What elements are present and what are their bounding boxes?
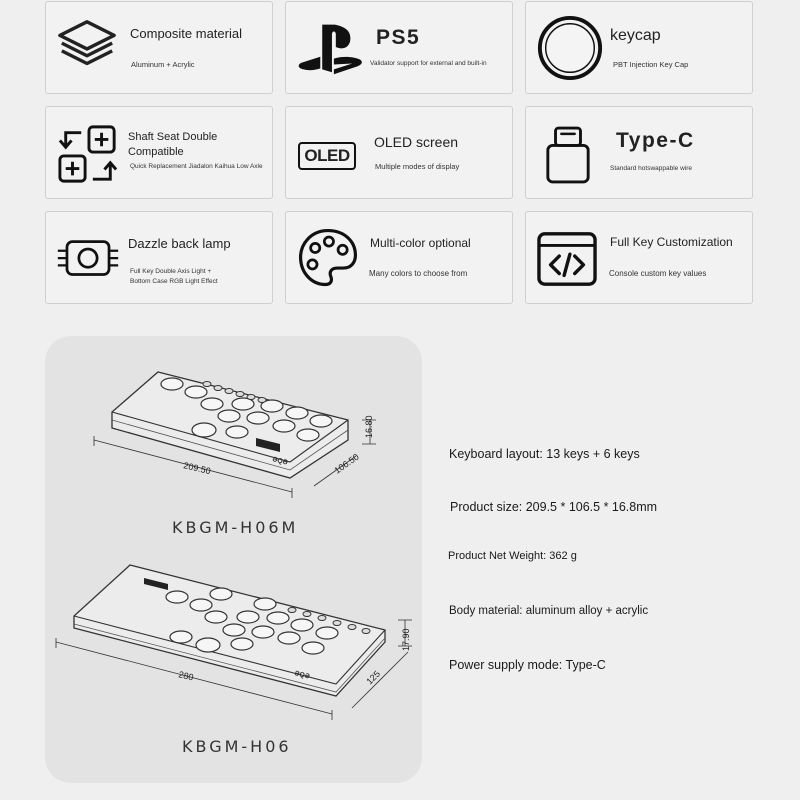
- oled-badge: OLED: [304, 146, 350, 165]
- feature-card-color: [285, 211, 513, 304]
- feature-title: Multi-color optional: [370, 236, 471, 250]
- kbgm-h06-drawing: [45, 556, 422, 736]
- layers-icon: [56, 16, 118, 78]
- swap-icon: [54, 123, 122, 185]
- feature-title: OLED screen: [374, 134, 459, 150]
- feature-card-ps5: [285, 1, 513, 94]
- feature-title: Composite material: [130, 26, 242, 41]
- usb-c-icon: [544, 123, 592, 187]
- h06m-length-label: 209.50: [182, 460, 212, 477]
- spec-power: Power supply mode: Type-C: [449, 658, 606, 672]
- svg-text:ƏQƏ: ƏQƏ: [293, 670, 311, 681]
- feature-subtitle: Quick Replacement Jiadalon Kaihua Low Axle: [130, 163, 263, 170]
- spec-size: Product size: 209.5 * 106.5 * 16.8mm: [450, 500, 658, 514]
- feature-subtitle: PBT Injection Key Cap: [613, 60, 689, 69]
- feature-title: keycap: [610, 27, 661, 44]
- feature-card-custom: [525, 211, 753, 304]
- model-name-h06m: KBGM-H06M: [172, 518, 299, 537]
- feature-card-lamp: [45, 211, 273, 304]
- feature-subtitle: Full Key Double Axis Light + Bottom Case RGB Light Effect: [130, 268, 218, 285]
- spec-layout: Keyboard layout: 13 keys + 6 keys: [449, 447, 640, 461]
- feature-card-oled: [285, 106, 513, 199]
- feature-subtitle: Standard hotswappable wire: [610, 165, 693, 172]
- h06-height-label: 17.90: [401, 628, 411, 651]
- feature-title: Shaft Seat Double Compatible: [128, 131, 218, 158]
- spec-material: Body material: aluminum alloy + acrylic: [449, 605, 649, 617]
- h06m-width-label: 106.50: [332, 451, 361, 476]
- kbgm-h06m-drawing: [45, 356, 422, 516]
- feature-subtitle: Aluminum + Acrylic: [131, 60, 195, 69]
- model-name-h06: KBGM-H06: [182, 737, 292, 756]
- feature-card-typec: [525, 106, 753, 199]
- lamp-icon: [56, 236, 120, 282]
- feature-title: Dazzle back lamp: [128, 236, 231, 251]
- feature-title: PS5: [376, 26, 421, 49]
- feature-subtitle: Validator support for external and built-in: [370, 60, 487, 67]
- svg-text:ƏQƏ: ƏQƏ: [271, 456, 289, 467]
- feature-card-shaft: [45, 106, 273, 199]
- oled-icon: [298, 142, 356, 170]
- feature-title: Full Key Customization: [610, 235, 733, 249]
- code-icon: [536, 230, 598, 288]
- feature-subtitle: Multiple modes of display: [375, 162, 460, 171]
- h06m-height-label: 16.80: [364, 415, 374, 438]
- feature-card-keycap: [525, 1, 753, 94]
- feature-subtitle: Many colors to choose from: [369, 269, 468, 278]
- feature-subtitle: Console custom key values: [609, 269, 707, 278]
- h06-length-label: 280: [177, 669, 195, 683]
- playstation-icon: [296, 20, 364, 76]
- keycap-icon: [536, 14, 604, 82]
- feature-card-composite: [45, 1, 273, 94]
- feature-title: Type-C: [616, 129, 695, 152]
- h06-width-label: 125: [364, 668, 383, 687]
- product-drawings-panel: [45, 336, 422, 783]
- palette-icon: [296, 226, 360, 290]
- spec-weight: Product Net Weight: 362 g: [448, 550, 577, 562]
